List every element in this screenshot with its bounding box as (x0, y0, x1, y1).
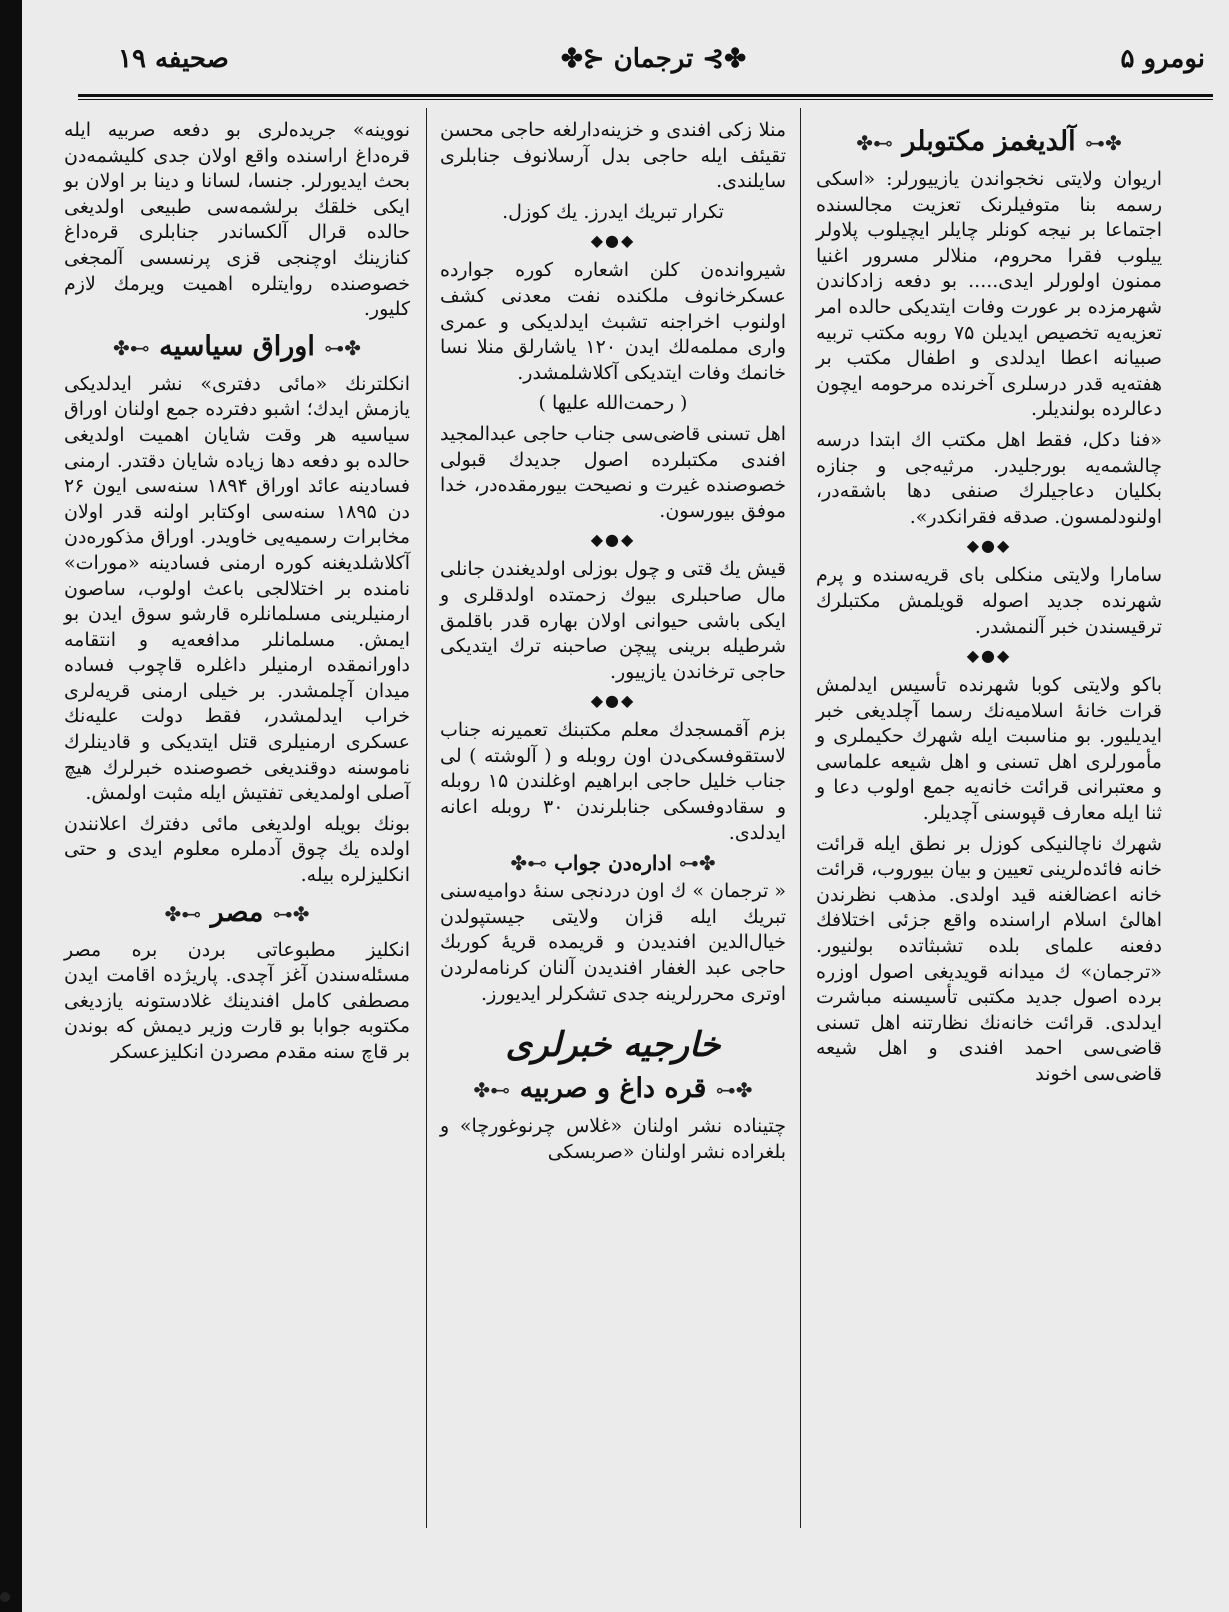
section-title-text: آلدیغمز مکتوبلر (902, 126, 1076, 157)
separator-ornament: ◆●◆ (590, 231, 636, 251)
issue-number: نومرو ۵ (1120, 44, 1205, 74)
newspaper-name: ترجمان (613, 44, 694, 74)
section-title-text: قره داغ و صربیه (519, 1073, 707, 1105)
article-paragraph: باکو ولایتی کوبا شهرنده تأسیس ایدلمش قرات خانهٔ اسلامیه‌نك رسما آچلدیغی خبر ایدیلیور. بو مناسبت ایله شهرك حکیملری و مأمورلری اهل تسنی و اهل شیعه علماسی و معتبرانی قرائت خانه‌یه جمع اولوب دعا و ثنا ایله معارف قپوسنی آچدیلر. (816, 674, 1162, 825)
separator-ornament: ◆●◆ (966, 646, 1012, 666)
ornament-icon: ✤⊷ (715, 1078, 753, 1103)
article-paragraph: اهل تسنی قاضی‌سی جناب حاجی عبدالمجید افندی مکتبلرده اصول جدیدك قبولی خصوصنده غیرت و نصیحت بیورمقده‌در، خدا موفق بیورسون. (440, 422, 786, 522)
ornament-icon: ⊶✤ (164, 901, 202, 926)
column-divider (426, 108, 427, 1528)
article-paragraph: قیش یك قتی و چول بوزلی اولدیغندن جانلی مال صاحبلری بیوك زحمتده اولدقلری و ایکی باشی حیوانی اولان بهاره قدر باقلمق شرطیله برینی پیچن صاحبنه ترك ایتدیکی حاجی ترخاندن یازییور. (440, 558, 786, 683)
column-left (64, 118, 410, 1071)
article-paragraph: اریوان ولایتی نخجواندن یازییورلر: «اسکی رسمه بنا متوفیلرنک تعزیت مجالسنده اجتماعا بر نیجه کونلر چایلر ایچیلوب پلاولر ییلوب فقرا محروم، منلالر مسرور اغنیا ممنون اولورلر ایدی..... بو دفعه زادکاندن شهرمزده بر عورت وفات ایتدیکی حالده امر تعزیه‌یه تخصیص ایدیلن ۷۵ روبه مکتب تربیه صبیانه اعطا ایدلدی و اطفال مکتب بر هفته‌یه قدر درسلری آخرنده مرحومه ایچون دعالرده بولندیلر. (816, 168, 1162, 421)
section-title-text: اوراق سیاسیه (159, 330, 315, 362)
separator-ornament: ◆●◆ (590, 530, 636, 550)
article-paragraph: سامارا ولایتی منکلی بای قریه‌سنده و پرم شهرنده جدید اصوله قویلمش مکتبلرك ترقیسندن خبر آلنمشدر. (816, 564, 1162, 638)
newspaper-title (561, 44, 746, 74)
article-paragraph: شیروانده‌ن کلن اشعاره کوره جوارده عسکرخانوف ملکنده نفت معدنی کشف اولنوب اخراجنه تشبث ایدلدیکی و عمری واری مملمه‌لك ایدن ۱۲۰ یاشارلق منلا نسا خانمك وفات ایتدیکی آکلاشلمشدر. (440, 259, 786, 384)
column-right (816, 118, 1162, 1093)
ornament-icon: ✤⊷ (678, 851, 716, 876)
ornament-icon: ✤⊷ (272, 901, 310, 926)
ornament-icon: ⊶✤ (112, 335, 150, 360)
column-divider (800, 108, 801, 1528)
ornament-icon: ⊶✤ (473, 1078, 511, 1103)
section-title (64, 331, 410, 362)
article-paragraph: «فنا دکل، فقط اهل مکتب اك ابتدا درسه چالشمه‌یه بورجلیدر. مرثیه‌جی و جنازه بکلیان دعاجیلرك صنفی دها باشقه‌در، اولنودلمسون. صدقه فقرانکدر». (816, 428, 1162, 528)
ornament-icon: ✤⊷ (324, 335, 361, 360)
section-title (440, 1073, 786, 1104)
article-paragraph: انکلترنك «مائی دفتری» نشر ایدلدیکی یازمش ایدك؛ اشبو دفترده جمع اولنان اوراق سیاسیه هر وقت شایان اهمیت اولدیغی حالده بو دفعه دها زیاده شایان دقتدر. ارمنی فسادینه عائد اوراق ۱۸۹۴ سنه‌سی ایون ۲۶ دن ۱۸۹۵ سنه‌سی اوکتابر اولنه قدر اولان مخابرات رسمیه‌یی خاویدر. اوراق مذکوره‌دن آکلاشلدیغنه کوره ارمنی فسادینه «مورات» نامنده بر اختلالجی باعث اولوب، ساصون ارمنیلرینی مسلمانلره قارشو سوق ایدن بو ایمش. مسلمانلر مدافعه‌یه و انتقامه داورانمقده ارمنیلر داغلره قاچوب فساده میدان آچلمشدر. بر خیلی ارمنی قریه‌لری خراب ایدلمشدر، فقط دولت علیه‌نك عسکری ارمنیلری قتل ایتدیکی و قادینلرك ناموسنه دوقندیغی خصوصنده خبرلرك هیچ آصلی اولمدیغی تفتیش ایله مثبت اولمش. (64, 372, 410, 805)
separator-ornament: ◆●◆ (590, 691, 636, 711)
page-header (78, 38, 1229, 86)
section-title (816, 126, 1162, 157)
header-rule (78, 94, 1213, 100)
article-paragraph: بونك بویله اولدیغی مائی دفترك اعلانندن اولده یك چوق آدملره معلوم ایدی و حتی انکلیزلره بیله. (64, 812, 410, 887)
article-paragraph: چتیناده نشر اولنان «غلاس چرنوغورچا» و بلغراده نشر اولنان «صربسکی (440, 1115, 786, 1163)
page-number: صحیفه ۱۹ (118, 44, 229, 74)
article-paragraph: تکرار تبریك ایدرز. یك کوزل. (502, 200, 724, 223)
newspaper-page (22, 0, 1229, 1612)
foreign-news-heading: خارجیه خبرلری (505, 1025, 721, 1066)
article-paragraph: « ترجمان » ك اون دردنجی سنهٔ دوامیه‌سنی تبریك ایله قزان ولایتی جیستپولدن خیال‌الدین افندیدن و قریمده قریهٔ کوربك حاجی عبد الغفار افندیدن آلنان کرنامه‌لردن اوتری محررلرینه جدی تشکرلر ایدیورز. (440, 880, 786, 1005)
section-title (64, 897, 410, 928)
column-middle (440, 118, 786, 1170)
ornament-icon: ⊶✤ (510, 851, 548, 876)
article-paragraph: بزم آقمسجدك معلم مکتبنك تعمیرنه جناب لاستقوفسکی‌دن اون روبله و ( آلوشته ) لی جناب خلیل حاجی ابراهیم اوغلندن ۱۵ روبله و سقادوفسکی جنابلرندن ۳۰ روبله اعانه ایدلدی. (440, 719, 786, 844)
ornament-icon: ⊶✤ (856, 131, 893, 155)
ornament-icon: ✤⊱ (702, 44, 746, 74)
article-paragraph: انکلیز مطبوعاتی بردن بره مصر مسئله‌سندن آغز آچدی. پاریژده اقامت ایدن مصطفی کامل افندینك غلادستونه یازدیغی مکتوبه جوابا بو قارت وزیر دیمش که بوندن بر قاچ سنه مقدم مصردن انکلیزعسکر (64, 938, 410, 1063)
section-title-text: اداره‌دن جواب (554, 851, 672, 876)
section-title-text: مصر (210, 896, 264, 928)
article-paragraph: شهرك ناچالنیکی کوزل بر نطق ایله قرائت خانه فائده‌لرینی تعیین و بیان بیوروب، قرائت خانه اعضالغنه قید اولدی. مذهب نظرندن اهالیٔ اسلام اراسنده واقع جزئی اختلافك دفعنه علمای بلده تشبثاتده بولنیور. «ترجمان» ك میدانه قویدیغی اصول اوزره برده اصول جدید مکتبی تأسیسنه مباشرت ایدلدی. قرائت خانه‌نك نظارتنه اهل تسنی قاضی‌سی احمد افندی و اهل شیعه قاضی‌سی اخوند (816, 832, 1162, 1085)
ornament-icon: ✤⊷ (1084, 131, 1122, 155)
section-title (440, 851, 786, 875)
ornament-icon: ⊰✤ (561, 44, 605, 74)
article-paragraph: منلا زکی افندی و خزینه‌دارلغه حاجی محسن تقیئف ایله حاجی بدل آرسلانوف جنابلری سایلندی. (440, 119, 786, 193)
scan-mark (0, 1592, 10, 1602)
article-paragraph: ( رحمت‌الله علیها ) (538, 392, 688, 415)
separator-ornament: ◆●◆ (966, 536, 1012, 556)
article-paragraph: نووینه» جریده‌لری بو دفعه صربیه ایله قره‌داغ اراسنده واقع اولان جدی کلیشمه‌دن بحث ایدیورلر. جنسا، لسانا و دینا بر اولان بو ایکی خلقك برلشمه‌سی طبیعی اولدیغی حالده قرال آلکساندر جنابلری قره‌داغ کنازینك اوچنجی قزی پرنسسی آلمجغی خصوصنده روایتلره اهمیت ویرمك لازم کلیور. (64, 119, 410, 321)
